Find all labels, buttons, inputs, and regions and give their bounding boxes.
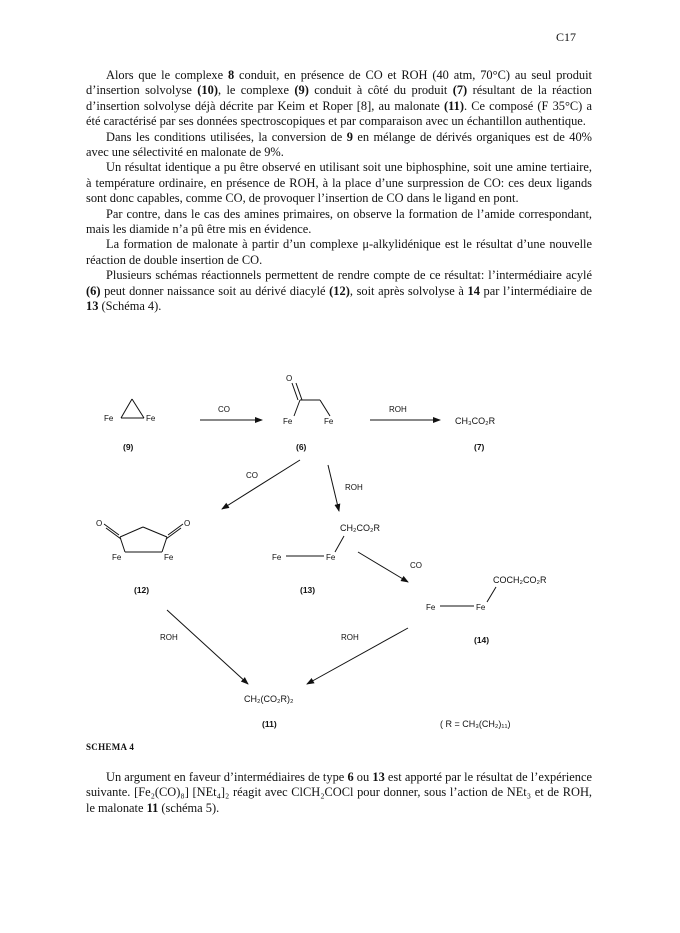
arrow-6-to-12 bbox=[222, 460, 300, 509]
co-label-1: CO bbox=[218, 405, 230, 414]
ch2-c-bond-12b bbox=[143, 527, 167, 537]
roh-label-2: ROH bbox=[345, 483, 363, 492]
compound-14-label: (14) bbox=[474, 635, 490, 645]
compound-11-label: (11) bbox=[262, 719, 277, 729]
o-label-12a: O bbox=[96, 519, 103, 528]
compound-ref: 14 bbox=[467, 283, 480, 298]
coch2co2r-label: COCH₂CO₂R bbox=[493, 575, 547, 585]
fe-label-6a: Fe bbox=[283, 417, 293, 426]
fe-co-bond-6 bbox=[294, 400, 300, 416]
body-paragraph-2: Dans les conditions utilisées, la conversion de 9 en mélange de dérivés organiques est de 40% avec une sélectivité en malonate de 9%. bbox=[86, 129, 593, 160]
compound-ref: (9) bbox=[294, 83, 309, 98]
co-double-bond-12a2 bbox=[106, 528, 121, 539]
compound-6-label: (6) bbox=[296, 442, 307, 452]
fe-ch2-bond-13 bbox=[335, 536, 344, 552]
ch2-bond-9b bbox=[132, 399, 144, 418]
body-paragraph-6: Plusieurs schémas réactionnels permettent de rendre compte de ce résultat: l’intermédiaire acylé (6) peut donner naissance soit au dérivé diacylé (12), soit après solvolyse à 14 par l’intermédiaire de 13 (Schéma 4). bbox=[86, 268, 592, 314]
fe-label-12a: Fe bbox=[112, 553, 122, 562]
roh-label-3: ROH bbox=[160, 633, 178, 642]
ch3co2r-label: CH₃CO₂R bbox=[455, 416, 496, 426]
compound-ref: 13 bbox=[86, 299, 99, 314]
body-text-bottom bbox=[86, 770, 592, 816]
roh-label-1: ROH bbox=[389, 405, 407, 414]
fe-label-9b: Fe bbox=[146, 414, 156, 423]
compound-ref: (10) bbox=[197, 83, 218, 98]
page-number: C17 bbox=[556, 30, 577, 44]
closing-paragraph-1: Un argument en faveur d’intermédiaires de type 6 ou 13 est apporté par le résultat de l’expérience suivante. [Fe₂(CO)₈] [NEt₄]₂ réagit avec ClCH₂COCl pour donner, sous l’action de NEt₃ et de ROH, le malonate 11 (schéma 5). bbox=[86, 770, 592, 815]
arrow-12-to-11 bbox=[167, 610, 248, 684]
fe-label-6b: Fe bbox=[324, 417, 334, 426]
arrow-13-to-14 bbox=[358, 552, 408, 582]
body-paragraph-4: Par contre, dans le cas des amines primaires, on observe la formation de l’amide correspondant, mais les diamide n’a pû être mis en évidence. bbox=[86, 206, 592, 237]
fe-label-14b: Fe bbox=[476, 603, 486, 612]
compound-ref: 6 bbox=[347, 770, 354, 784]
compound-ref: (12) bbox=[329, 283, 350, 298]
ch2-fe-bond-6 bbox=[320, 400, 330, 416]
compound-ref: 8 bbox=[227, 68, 235, 82]
compound-12-label: (12) bbox=[134, 585, 150, 595]
ch2co2r2-label: CH₂(CO₂R)₂ bbox=[244, 694, 294, 704]
fe-label-14a: Fe bbox=[426, 603, 436, 612]
co-double-bond-12a1 bbox=[104, 524, 119, 535]
fe-coch2-bond-14 bbox=[487, 587, 496, 602]
compound-7-label: (7) bbox=[474, 442, 485, 452]
body-paragraph-3: Un résultat identique a pu être observé en utilisant soit une biphosphine, soit une amine tertiaire, à température ordinaire, en présence de ROH, à la place d’une surpression de CO: ces deux ligands sont donc capables, comme CO, de provoquer l’insertion de CO dans le ligand en pont. bbox=[86, 160, 592, 206]
c-ch2-bond-12a bbox=[120, 527, 143, 537]
compound-ref: (11) bbox=[443, 98, 464, 113]
co-label-2: CO bbox=[246, 471, 258, 480]
fe-label-13a: Fe bbox=[272, 553, 282, 562]
fe-label-13b: Fe bbox=[326, 553, 336, 562]
compound-ref: (7) bbox=[452, 83, 468, 98]
co-label-3: CO bbox=[410, 561, 422, 570]
scheme-label: SCHEMA 4 bbox=[86, 742, 135, 752]
compound-ref: 9 bbox=[346, 129, 353, 144]
fe-label-12b: Fe bbox=[164, 553, 174, 562]
body-paragraph-5: La formation de malonate à partir d’un complexe μ-alkylidénique est le résultat d’une nouvelle réaction de double insertion de CO. bbox=[86, 237, 592, 267]
compound-9-label: (9) bbox=[123, 442, 134, 452]
co-double-bond-12b2 bbox=[166, 528, 181, 539]
compound-13-label: (13) bbox=[300, 585, 316, 595]
ch2-bond-9a bbox=[121, 399, 132, 418]
ch2co2r-label: CH₂CO₂R bbox=[340, 523, 380, 533]
compound-ref: 13 bbox=[372, 770, 385, 784]
co-double-bond-12b1 bbox=[168, 524, 183, 535]
roh-label-4: ROH bbox=[341, 633, 359, 642]
r-definition: ( R = CH₃(CH₂)₁₁) bbox=[440, 719, 511, 729]
o-label-6: O bbox=[286, 374, 293, 383]
arrow-6-to-13 bbox=[328, 465, 339, 511]
o-label-12b: O bbox=[184, 519, 191, 528]
compound-ref: (6) bbox=[86, 283, 101, 298]
compound-ref: 11 bbox=[146, 800, 159, 815]
fe-label-9a: Fe bbox=[104, 414, 114, 423]
body-paragraph-1: Alors que le complexe 8 conduit, en présence de CO et ROH (40 atm, 70°C) au seul produit d’insertion solvolyse (10), le complexe (9) conduit à côté du produit (7) résultant de la réaction d’insertion solvolyse déjà décrite par Keim et Roper [8], au malonate (11). Ce composé (F 35°C) a été caractérisé par ses données spectroscopiques et par comparaison avec un échantillon authentique. bbox=[86, 68, 592, 129]
